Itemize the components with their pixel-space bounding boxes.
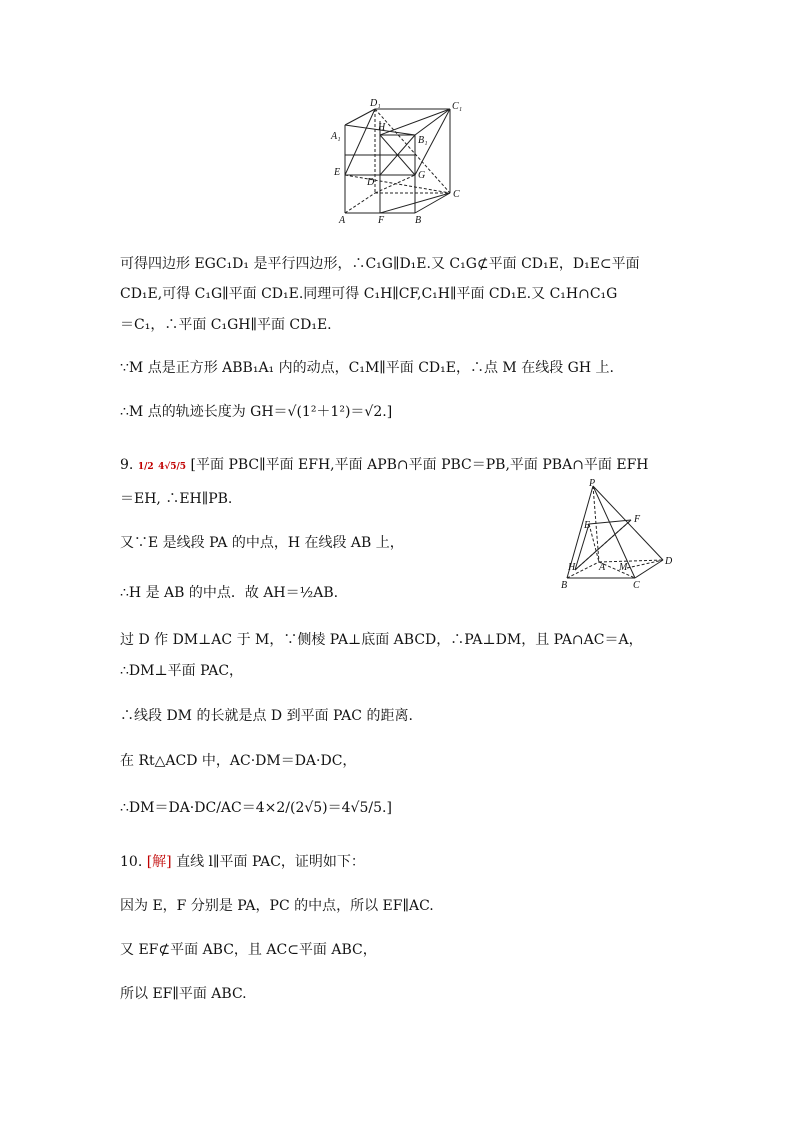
label-D: D [665, 556, 673, 567]
q10-line-1: 直线 l∥平面 PAC，证明如下： [176, 854, 365, 870]
q9-answer-2: 4√5/5 [158, 462, 187, 472]
label-A1: A₁ [331, 131, 341, 142]
label-D: D [367, 177, 375, 188]
label-C1: C₁ [452, 101, 463, 112]
cube-diagram [320, 95, 470, 230]
label-A: A [599, 562, 606, 573]
q9-line-2: ＝EH, ∴EH∥PB. [120, 491, 233, 507]
q9-line-9: ∴DM＝DA·DC/AC＝4×2/(2√5)＝4√5/5.] [120, 800, 392, 816]
text-line-3: ＝C₁，∴平面 C₁GH∥平面 CD₁E. [120, 317, 332, 333]
cube-figure [320, 95, 470, 230]
pyramid-diagram [555, 478, 680, 593]
q9-line-4: ∴H 是 AB 的中点．故 AH＝½AB. [120, 585, 339, 601]
label-B: B [561, 580, 568, 591]
q9-line-5: 过 D 作 DM⊥AC 于 M，∵侧棱 PA⊥底面 ABCD，∴PA⊥DM，且 PA∩AC＝A， [120, 632, 643, 648]
q9-line-3: 又∵E 是线段 PA 的中点，H 在线段 AB 上， [120, 535, 404, 551]
q10-tag: [解] [146, 854, 172, 870]
pyramid-figure [555, 478, 680, 593]
label-D1: D₁ [370, 98, 381, 109]
q10-number: 10. [120, 854, 143, 870]
label-E: E [584, 520, 591, 531]
q9-answer-1: 1/2 [137, 462, 154, 472]
text-line-1: 可得四边形 EGC₁D₁ 是平行四边形，∴C₁G∥D₁E.又 C₁G⊄平面 CD₁E，D₁E⊂平面 [120, 256, 640, 272]
label-G: G [418, 170, 426, 181]
label-B1: B₁ [418, 135, 428, 146]
label-F: F [378, 215, 385, 226]
q10-line-3: 又 EF⊄平面 ABC，且 AC⊂平面 ABC， [120, 942, 377, 958]
label-A: A [339, 215, 346, 226]
q10-line-4: 所以 EF∥平面 ABC. [120, 986, 247, 1002]
text-line-4: ∵M 点是正方形 ABB₁A₁ 内的动点，C₁M∥平面 CD₁E，∴点 M 在线段 GH 上. [120, 360, 614, 376]
label-P: P [589, 478, 596, 489]
text-line-5: ∴M 点的轨迹长度为 GH＝√(1²＋1²)＝√2.] [120, 404, 393, 420]
label-C: C [453, 189, 460, 200]
q9-first-line [120, 455, 649, 477]
label-H: H [568, 562, 576, 573]
q9-line-1: [平面 PBC∥平面 EFH,平面 APB∩平面 PBC＝PB,平面 PBA∩平面 EFH [190, 457, 649, 473]
text-line-2: CD₁E,可得 C₁G∥平面 CD₁E.同理可得 C₁H∥CF,C₁H∥平面 CD₁E.又 C₁H∩C₁G [120, 286, 618, 302]
q9-number: 9. [120, 457, 134, 473]
label-C: C [633, 580, 640, 591]
label-F: F [634, 514, 641, 525]
q10-line-2: 因为 E，F 分别是 PA，PC 的中点，所以 EF∥AC. [120, 898, 434, 914]
q9-line-7: ∴线段 DM 的长就是点 D 到平面 PAC 的距离. [120, 708, 413, 724]
label-M: M [619, 562, 628, 573]
label-B: B [415, 215, 422, 226]
label-H: H [378, 122, 386, 133]
q9-line-6: ∴DM⊥平面 PAC， [120, 663, 244, 679]
q9-line-8: 在 Rt△ACD 中，AC·DM＝DA·DC， [120, 753, 357, 769]
label-E: E [334, 167, 341, 178]
q10-first-line [120, 852, 365, 872]
